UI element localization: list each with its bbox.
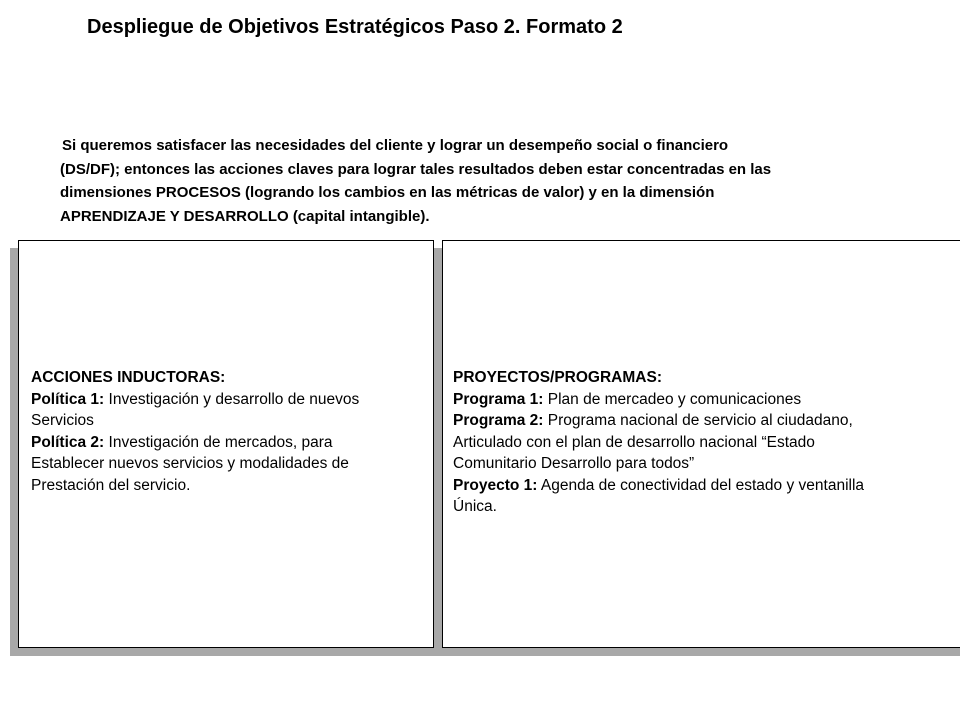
program-text: Articulado con el plan de desarrollo nacional “Estado (453, 433, 815, 451)
policy-text: Prestación del servicio. (31, 476, 191, 494)
policy-2 (31, 432, 431, 454)
intro-line: Si queremos satisfacer las necesidades del cliente y lograr un desempeño social o financiero (62, 137, 729, 154)
intro-line: APRENDIZAJE Y DESARROLLO (capital intangible). (60, 207, 430, 225)
project-text: Única. (453, 498, 497, 515)
program-text: Programa nacional de servicio al ciudadano, (543, 412, 853, 429)
intro-line: (DS/DF); entonces las acciones claves para lograr tales resultados deben estar concentradas en las (60, 160, 772, 178)
policy-text: Establecer nuevos servicios y modalidades de (31, 455, 349, 472)
program-text: Plan de mercadeo y comunicaciones (543, 390, 802, 408)
program-label: Programa 2: (453, 412, 544, 429)
program-label: Programa 1: (453, 390, 544, 408)
policy-label: Política 2: (31, 433, 105, 451)
policy-label: Política 1: (31, 390, 105, 408)
policy-text: Investigación y desarrollo de nuevos (104, 390, 360, 408)
driver-actions-panel (18, 240, 434, 648)
project-text: Agenda de conectividad del estado y ventanilla (537, 476, 865, 494)
panel-heading: PROYECTOS/PROGRAMAS: (453, 369, 662, 386)
projects-programs-content (453, 367, 960, 518)
panel-heading: ACCIONES INDUCTORAS: (31, 369, 226, 386)
project-1 (453, 475, 960, 497)
page-title: Despliegue de Objetivos Estratégicos Paso 2. Formato 2 (87, 16, 623, 38)
driver-actions-content (31, 367, 431, 496)
intro-paragraph (60, 134, 946, 228)
program-2 (453, 410, 960, 432)
policy-text: Servicios (31, 412, 94, 429)
program-text: Comunitario Desarrollo para todos” (453, 455, 695, 472)
projects-programs-panel (442, 240, 960, 648)
policy-1 (31, 389, 431, 411)
intro-line: dimensiones PROCESOS (logrando los cambios en las métricas de valor) y en la dimensión (60, 184, 715, 201)
project-label: Proyecto 1: (453, 476, 538, 494)
policy-text: Investigación de mercados, para (104, 433, 333, 451)
program-1 (453, 389, 960, 411)
